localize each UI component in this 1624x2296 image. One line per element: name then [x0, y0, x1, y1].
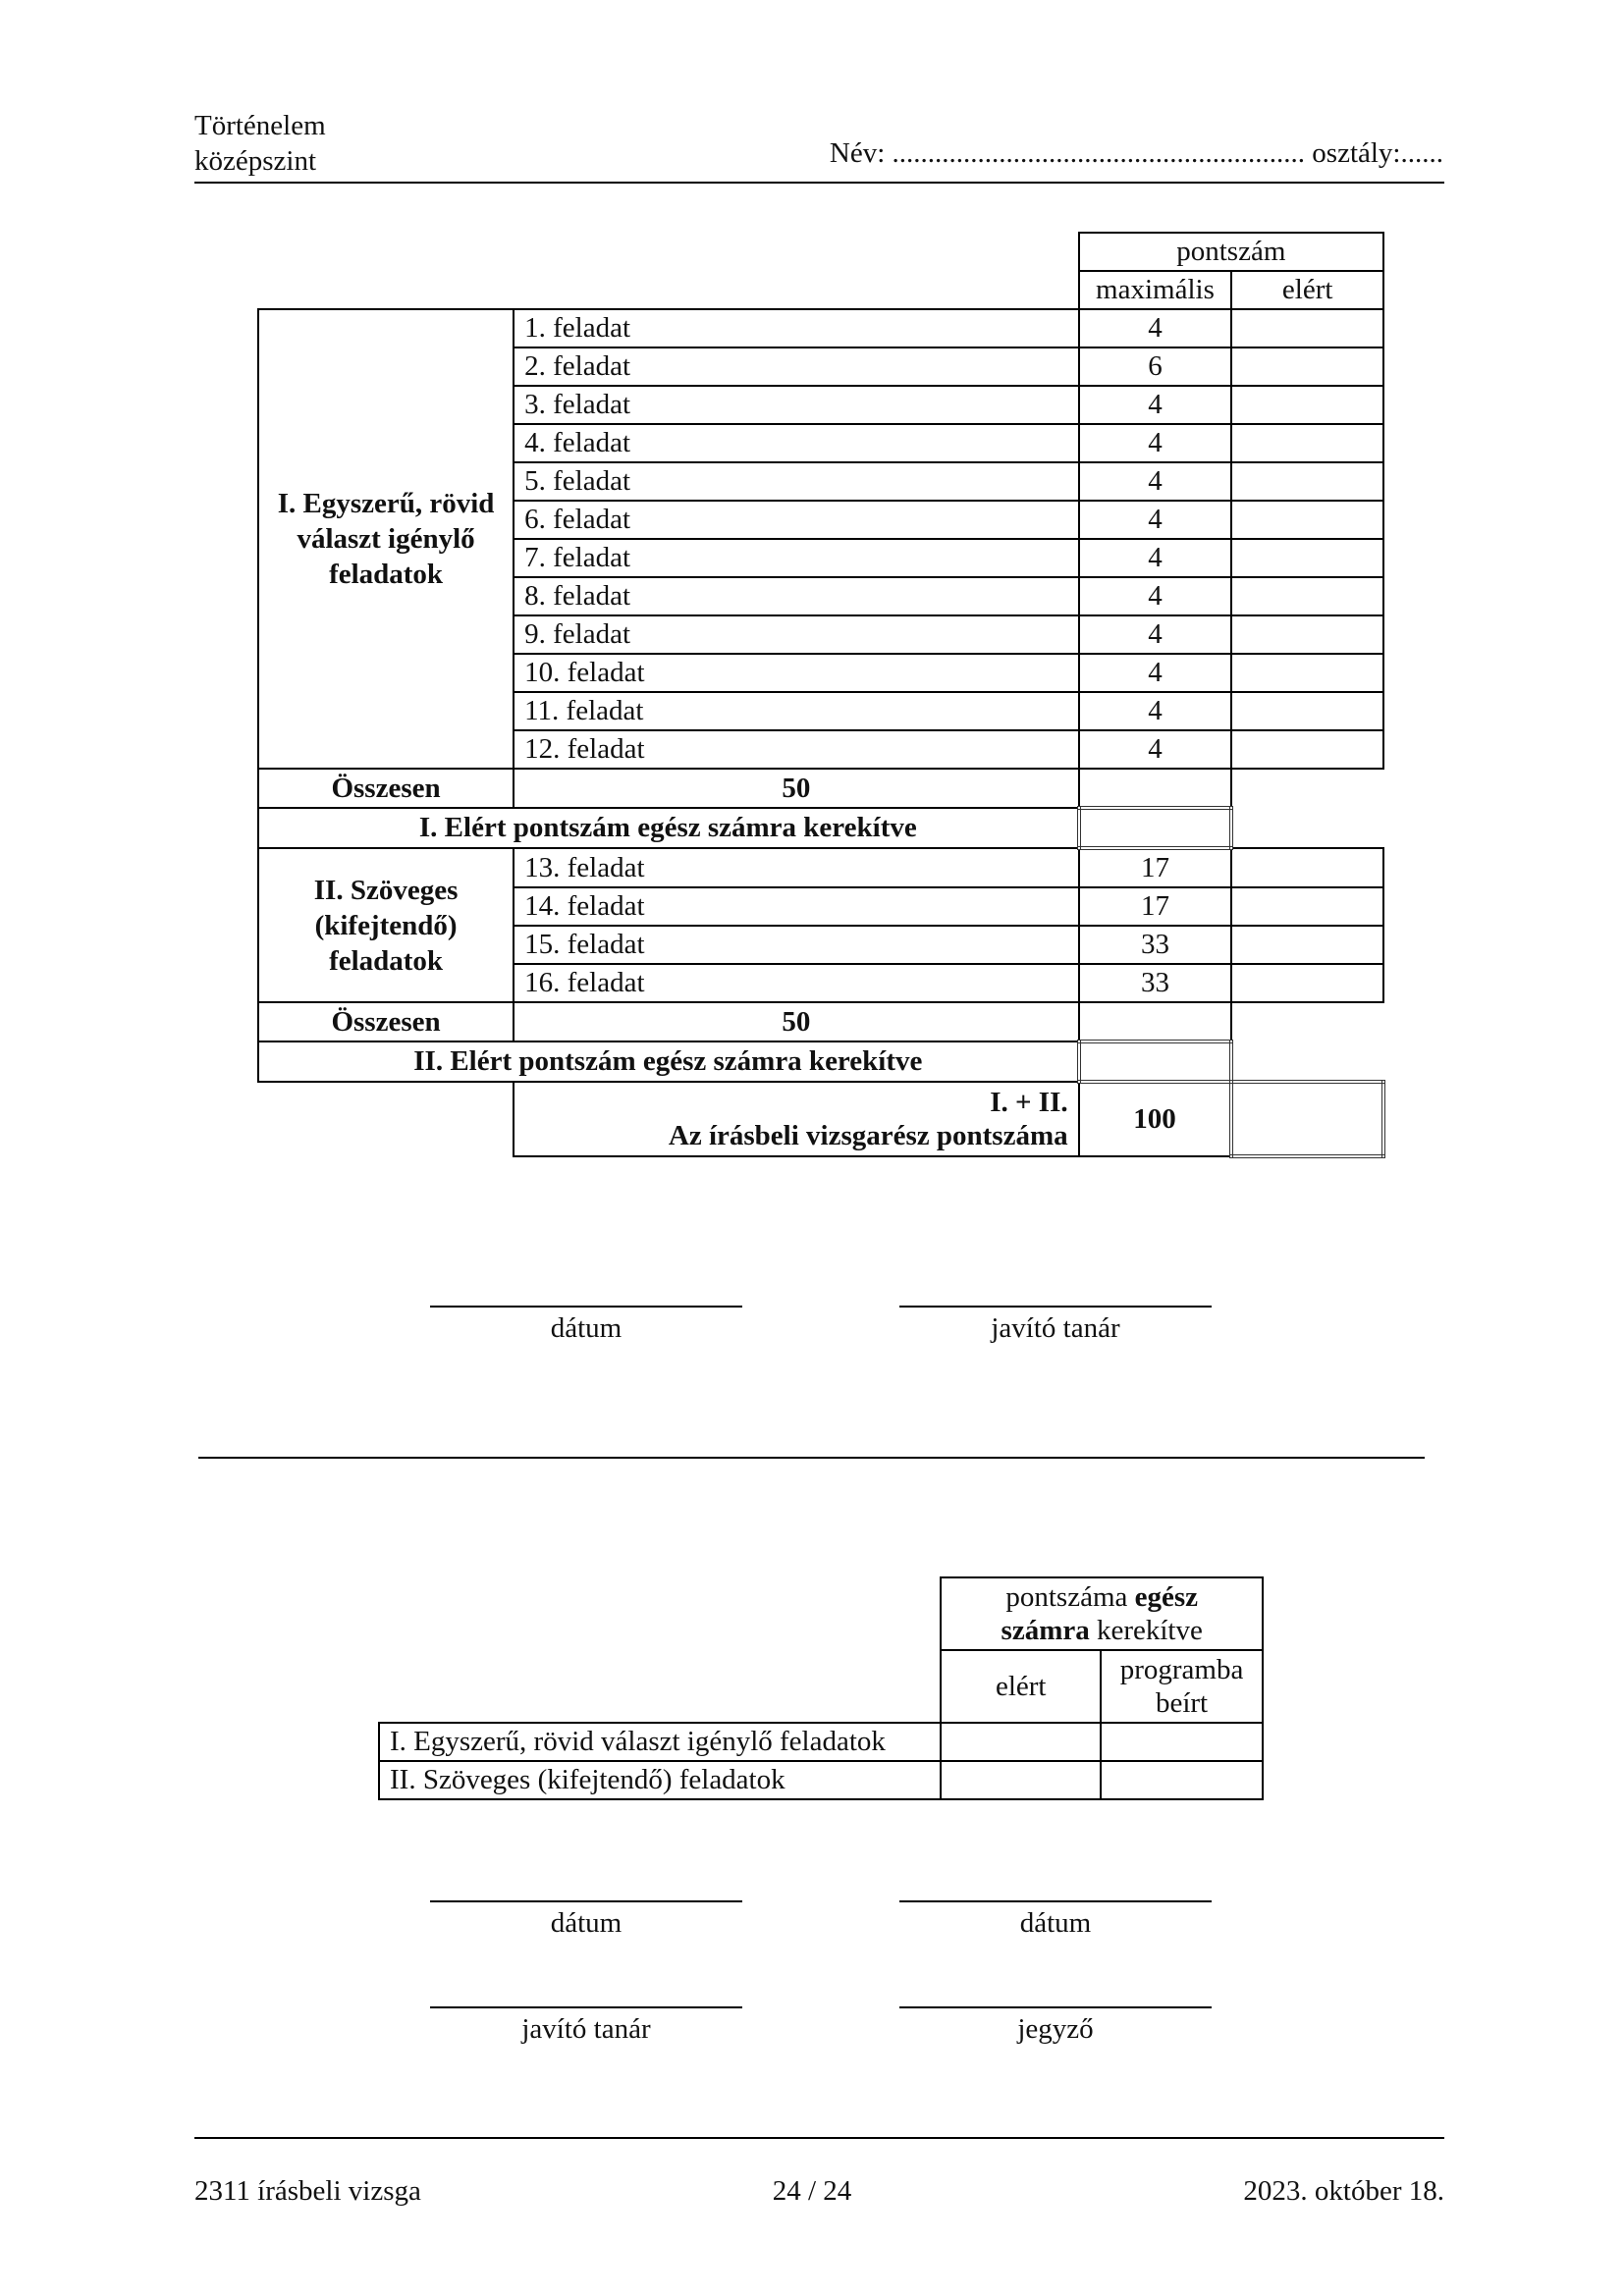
task-max-points: 4: [1079, 462, 1232, 501]
signature-date: [430, 1306, 742, 1345]
signature-date-label: dátum: [1019, 1907, 1092, 1939]
signature-date: [899, 1900, 1212, 1940]
grand-total-max: 100: [1079, 1082, 1232, 1156]
signature-line[interactable]: [430, 1900, 742, 1902]
task-achieved-cell[interactable]: [1231, 501, 1383, 539]
footer-date: 2023. október 18.: [1243, 2175, 1444, 2207]
signature-grader: [899, 1306, 1212, 1345]
footer-page-number: 24 / 24: [772, 2175, 852, 2207]
section1-total-label: Összesen: [258, 769, 514, 808]
footer-rule: [194, 2137, 1444, 2139]
task-name: 16. feladat: [514, 964, 1079, 1002]
section1-label: I. Egyszerű, rövid választ igénylő feladatok: [258, 309, 514, 769]
task-achieved-cell[interactable]: [1231, 309, 1383, 347]
section1-rounded-label: I. Elért pontszám egész számra kerekítve: [258, 808, 1079, 848]
task-max-points: 4: [1079, 539, 1232, 577]
rounded-header-bold2: számra: [1001, 1615, 1090, 1646]
section1-rounded-cell[interactable]: [1079, 808, 1232, 848]
section2-body: [258, 848, 1383, 1002]
entered-header-line2: beírt: [1155, 1687, 1209, 1719]
task-achieved-cell[interactable]: [1231, 577, 1383, 615]
section1-total-max: 50: [514, 769, 1079, 808]
task-achieved-cell[interactable]: [1231, 964, 1383, 1002]
task-name: 14. feladat: [514, 887, 1079, 926]
task-name: 5. feladat: [514, 462, 1079, 501]
section-divider: [198, 1457, 1425, 1459]
score-table: [257, 232, 1385, 1158]
grand-total-label-line1: I. + II.: [990, 1087, 1068, 1118]
task-max-points: 4: [1079, 730, 1232, 769]
section1-total-achieved-cell[interactable]: [1079, 769, 1232, 808]
section2-label: II. Szöveges (kifejtendő) feladatok: [258, 848, 514, 1002]
task-achieved-cell[interactable]: [1231, 615, 1383, 654]
task-name: 11. feladat: [514, 692, 1079, 730]
task-name: 13. feladat: [514, 848, 1079, 887]
entered-cell[interactable]: [1101, 1761, 1263, 1799]
task-achieved-cell[interactable]: [1231, 848, 1383, 887]
section2-total-label: Összesen: [258, 1002, 514, 1041]
points-header: pontszám: [1079, 233, 1383, 271]
table-row-label: II. Szöveges (kifejtendő) feladatok: [379, 1761, 941, 1799]
signature-line[interactable]: [430, 2006, 742, 2008]
subject-label: [194, 108, 326, 179]
rounded-header: [941, 1577, 1263, 1650]
task-max-points: 4: [1079, 309, 1232, 347]
entered-header-line1: programba: [1119, 1654, 1244, 1685]
task-name: 3. feladat: [514, 386, 1079, 424]
signature-notary-label: jegyző: [1017, 2013, 1094, 2045]
table-row: [258, 309, 1383, 347]
task-name: 4. feladat: [514, 424, 1079, 462]
signature-line[interactable]: [899, 1900, 1212, 1902]
task-name: 6. feladat: [514, 501, 1079, 539]
achieved-points-header: elért: [1231, 271, 1383, 309]
signature-line[interactable]: [899, 2006, 1212, 2008]
task-achieved-cell[interactable]: [1231, 887, 1383, 926]
entered-header: [1101, 1650, 1263, 1723]
achieved-cell[interactable]: [941, 1723, 1101, 1761]
rounded-header-part1: pontszáma: [1005, 1581, 1135, 1613]
section2-total-max: 50: [514, 1002, 1079, 1041]
name-class-field: Név: .......................................................... osztály:......: [829, 137, 1443, 169]
header-rule: [194, 182, 1444, 184]
signature-date-label: dátum: [550, 1312, 623, 1344]
task-name: 9. feladat: [514, 615, 1079, 654]
max-points-header: maximális: [1079, 271, 1232, 309]
task-achieved-cell[interactable]: [1231, 424, 1383, 462]
task-name: 15. feladat: [514, 926, 1079, 964]
signature-grader-label: javító tanár: [521, 2013, 651, 2045]
task-max-points: 4: [1079, 577, 1232, 615]
grand-total-label: [514, 1082, 1079, 1156]
section2-total-achieved-cell[interactable]: [1079, 1002, 1232, 1041]
task-achieved-cell[interactable]: [1231, 386, 1383, 424]
task-max-points: 17: [1079, 887, 1232, 926]
task-achieved-cell[interactable]: [1231, 692, 1383, 730]
task-achieved-cell[interactable]: [1231, 462, 1383, 501]
task-name: 8. feladat: [514, 577, 1079, 615]
task-max-points: 4: [1079, 692, 1232, 730]
signature-grader: [430, 2006, 742, 2046]
task-max-points: 4: [1079, 615, 1232, 654]
rounded-header-bold1: egész: [1134, 1581, 1199, 1613]
signature-line[interactable]: [899, 1306, 1212, 1308]
task-max-points: 4: [1079, 424, 1232, 462]
task-max-points: 4: [1079, 654, 1232, 692]
rounded-score-table: [378, 1576, 1264, 1800]
subject-level: középszint: [194, 145, 317, 177]
achieved-header: elért: [941, 1650, 1101, 1723]
signature-line[interactable]: [430, 1306, 742, 1308]
section2-rounded-cell[interactable]: [1079, 1041, 1232, 1082]
task-max-points: 4: [1079, 386, 1232, 424]
task-max-points: 4: [1079, 501, 1232, 539]
entered-cell[interactable]: [1101, 1723, 1263, 1761]
task-achieved-cell[interactable]: [1231, 654, 1383, 692]
task-name: 12. feladat: [514, 730, 1079, 769]
footer-exam: 2311 írásbeli vizsga: [194, 2175, 421, 2207]
subject-name: Történelem: [194, 110, 326, 141]
task-achieved-cell[interactable]: [1231, 926, 1383, 964]
rounded-header-part2: kerekítve: [1089, 1615, 1203, 1646]
table-row-label: I. Egyszerű, rövid választ igénylő feladatok: [379, 1723, 941, 1761]
signature-notary: [899, 2006, 1212, 2046]
signature-grader-label: javító tanár: [991, 1312, 1120, 1344]
signature-date-label: dátum: [550, 1907, 623, 1939]
task-achieved-cell[interactable]: [1231, 539, 1383, 577]
task-max-points: 33: [1079, 964, 1232, 1002]
task-name: 7. feladat: [514, 539, 1079, 577]
task-name: 10. feladat: [514, 654, 1079, 692]
task-name: 1. feladat: [514, 309, 1079, 347]
task-achieved-cell[interactable]: [1231, 347, 1383, 386]
section1-body: [258, 309, 1383, 769]
task-name: 2. feladat: [514, 347, 1079, 386]
task-max-points: 6: [1079, 347, 1232, 386]
task-achieved-cell[interactable]: [1231, 730, 1383, 769]
grand-total-achieved-cell[interactable]: [1231, 1082, 1383, 1156]
table-row: [258, 848, 1383, 887]
task-max-points: 17: [1079, 848, 1232, 887]
grand-total-label-line2: Az írásbeli vizsgarész pontszáma: [668, 1120, 1068, 1151]
achieved-cell[interactable]: [941, 1761, 1101, 1799]
section2-rounded-label: II. Elért pontszám egész számra kerekítve: [258, 1041, 1079, 1082]
signature-date: [430, 1900, 742, 1940]
task-max-points: 33: [1079, 926, 1232, 964]
